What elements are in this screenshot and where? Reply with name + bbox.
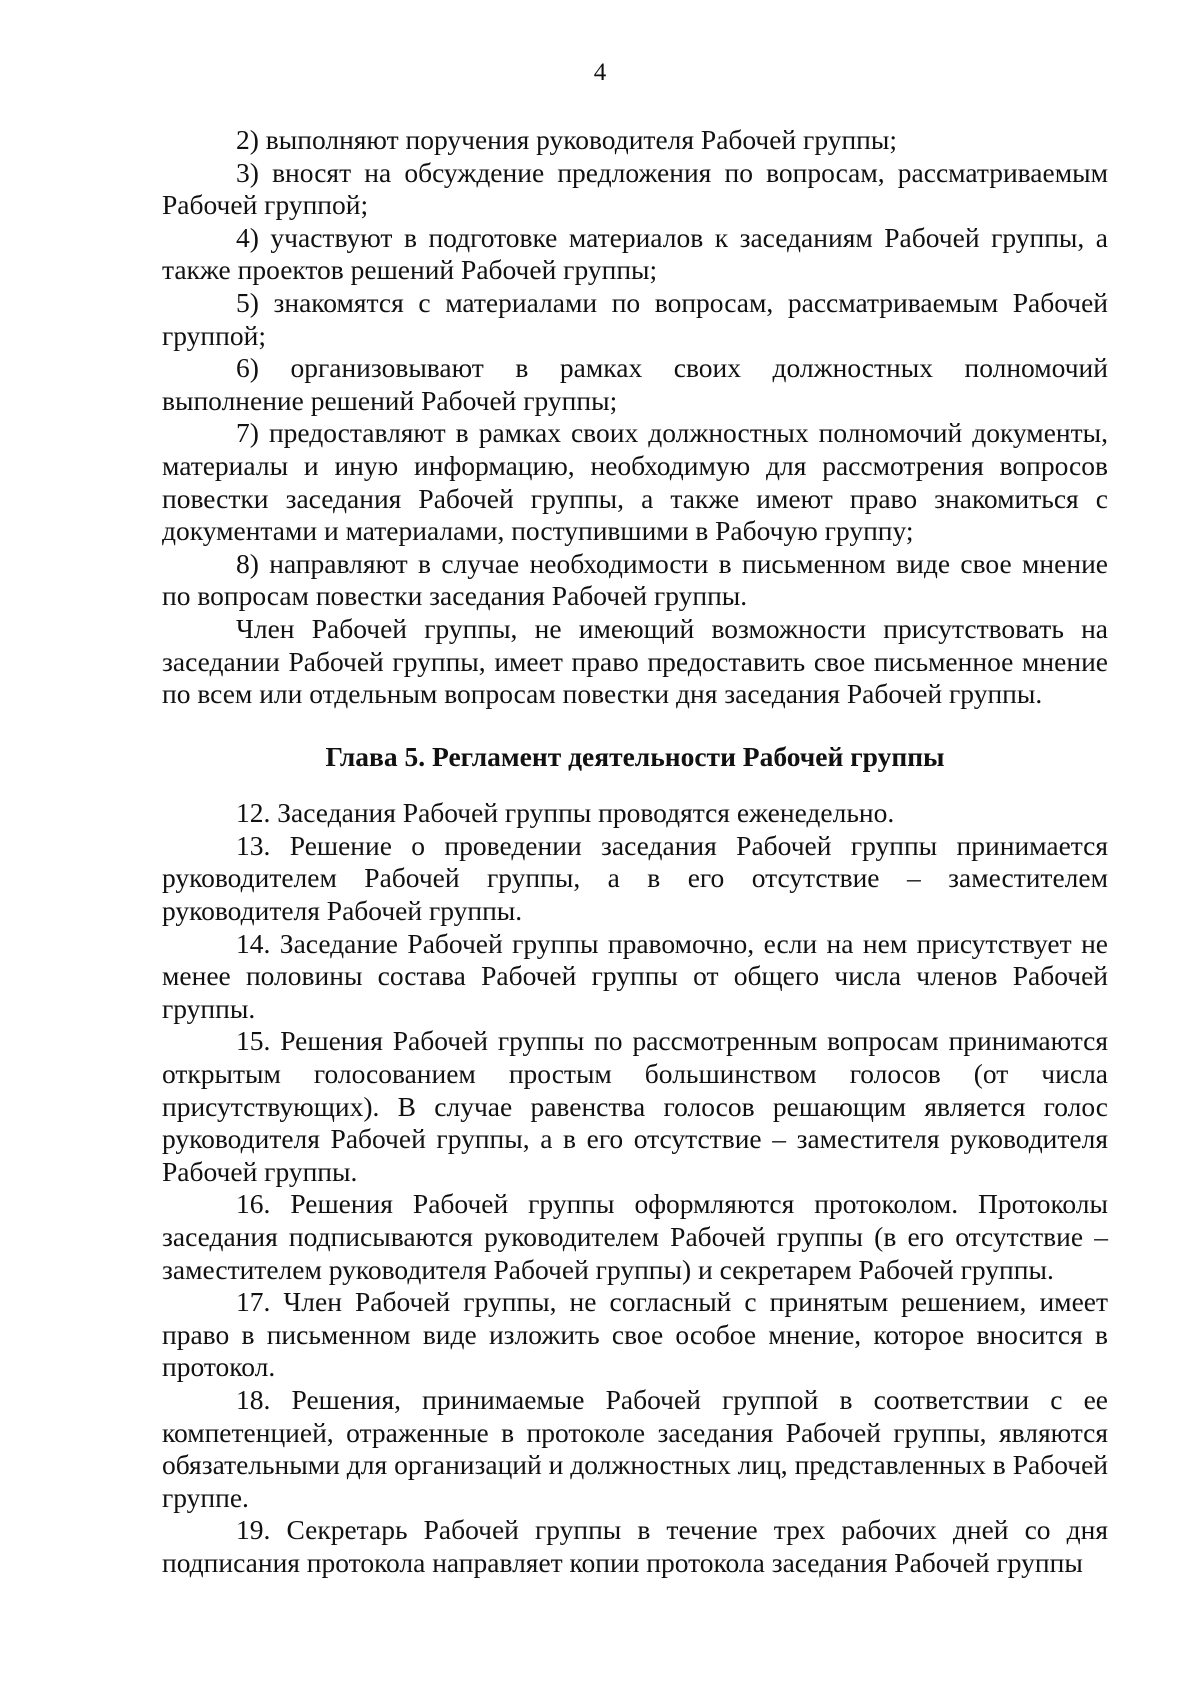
paragraph-item-4: 4) участвуют в подготовке материалов к заседаниям Рабочей группы, а также проектов решений Рабочей группы; bbox=[162, 221, 1108, 286]
paragraph-item-3: 3) вносят на обсуждение предложения по вопросам, рассматриваемым Рабочей группой; bbox=[162, 156, 1108, 221]
paragraph-item-5: 5) знакомятся с материалами по вопросам, рассматриваемым Рабочей группой; bbox=[162, 286, 1108, 351]
paragraph-19: 19. Секретарь Рабочей группы в течение трех рабочих дней со дня подписания протокола направляет копии протокола заседания Рабочей группы bbox=[162, 1514, 1108, 1578]
paragraph-12: 12. Заседания Рабочей группы проводятся еженедельно. bbox=[236, 797, 895, 829]
paragraph-13: 13. Решение о проведении заседания Рабочей группы принимается руководителем Рабочей группы, а в его отсутствие – заместителем руководителя Рабочей группы. bbox=[162, 829, 1108, 927]
paragraph-15: 15. Решения Рабочей группы по рассмотренным вопросам принимаются открытым голосованием простым большинством голосов (от числа присутствующих). В случае равенства голосов решающим является голос руководителя Рабочей группы, а в его отсутствие – заместителя руководителя Рабочей группы. bbox=[162, 1025, 1108, 1187]
paragraph-absent-member: Член Рабочей группы, не имеющий возможности присутствовать на заседании Рабочей группы, имеет право предоставить свое письменное мнение по всем или отдельным вопросам повестки дня заседания Рабочей группы. bbox=[162, 612, 1108, 710]
document-body bbox=[162, 124, 1108, 1580]
paragraph-16: 16. Решения Рабочей группы оформляются протоколом. Протоколы заседания подписываются руководителем Рабочей группы (в его отсутствие – заместителем руководителя Рабочей группы) и секретарем Рабочей группы. bbox=[162, 1188, 1108, 1285]
paragraph-item-7: 7) предоставляют в рамках своих должностных полномочий документы, материалы и иную информацию, необходимую для рассмотрения вопросов повестки заседания Рабочей группы, а также имеют право знакомиться с документами и материалами, поступившими в Рабочую группу; bbox=[162, 417, 1108, 547]
paragraph-14: 14. Заседание Рабочей группы правомочно, если на нем присутствует не менее половины состава Рабочей группы от общего числа членов Рабочей группы. bbox=[162, 927, 1108, 1024]
paragraph-item-2: 2) выполняют поручения руководителя Рабочей группы; bbox=[236, 124, 898, 155]
chapter-heading: Глава 5. Регламент деятельности Рабочей группы bbox=[325, 740, 945, 772]
paragraph-item-8: 8) направляют в случае необходимости в письменном виде свое мнение по вопросам повестки заседания Рабочей группы. bbox=[162, 547, 1108, 612]
paragraph-item-6: 6) организовывают в рамках своих должностных полномочий выполнение решений Рабочей группы; bbox=[162, 352, 1108, 416]
paragraph-17: 17. Член Рабочей группы, не согласный с принятым решением, имеет право в письменном виде изложить свое особое мнение, которое вносится в протокол. bbox=[162, 1286, 1108, 1383]
paragraph-18: 18. Решения, принимаемые Рабочей группой в соответствии с ее компетенцией, отраженные в протоколе заседания Рабочей группы, являются обязательными для организаций и должностных лиц, представленных в Рабочей группе. bbox=[162, 1383, 1108, 1513]
page-number: 4 bbox=[593, 59, 607, 86]
